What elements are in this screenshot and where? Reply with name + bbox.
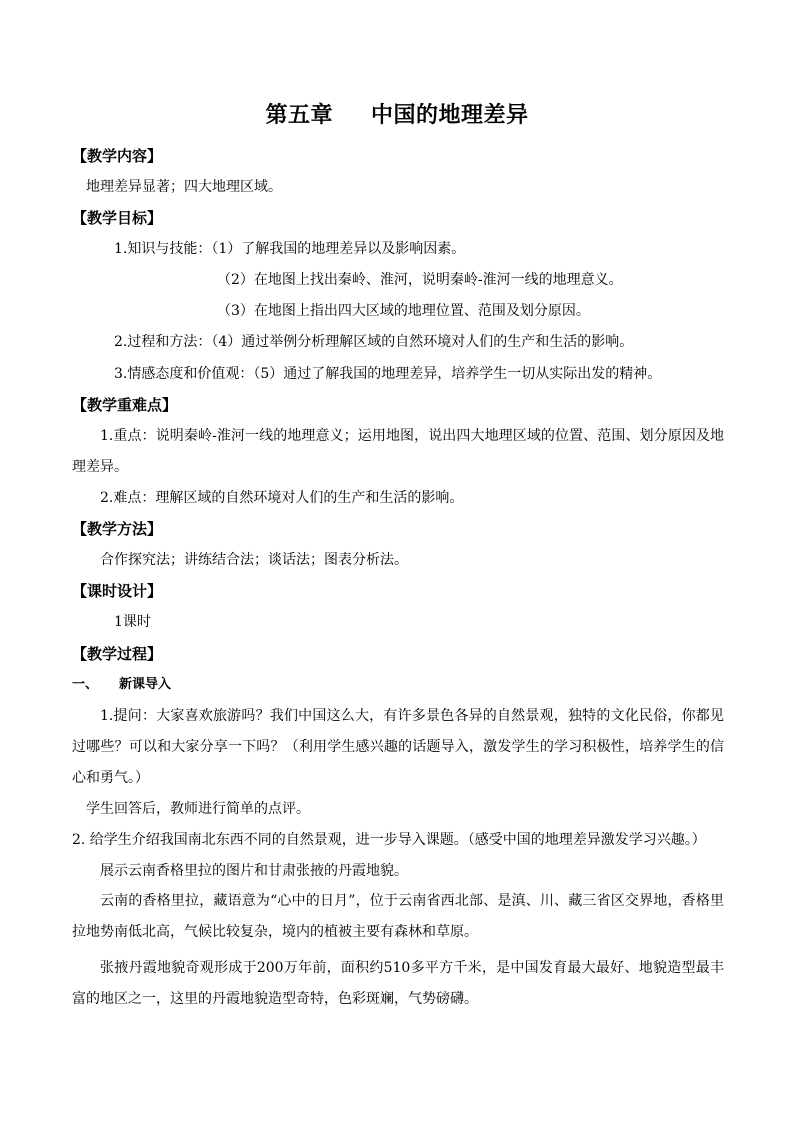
goal-knowledge: 1.知识与技能：（1）了解我国的地理差异以及影响因素。 — [114, 241, 466, 257]
teaching-content-text: 地理差异显著；四大地理区域。 — [86, 179, 282, 195]
landscape-intro-paragraph: 2. 给学生介绍我国南北东西不同的自然景观，进一步导入课题。（感受中国的地理差异激发学习兴趣。） — [72, 832, 706, 848]
goal-knowledge-3: （3）在地图上指出四大区域的地理位置、范围及划分原因。 — [217, 303, 590, 319]
page-title — [0, 98, 794, 129]
key-point-text: 1.重点：说明秦岭-淮河一线的地理意义；运用地图，说出四大地理区域的位置、范围、划分原因及地理差异。 — [72, 428, 724, 475]
danxia-paragraph: 张掖丹霞地貌奇观形成于200万年前，面积约510多平方千米，是中国发育最大最好、地貌造型最丰富的地区之一，这里的丹霞地貌造型奇特，色彩斑斓，气势磅礴。 — [72, 960, 724, 1007]
goal-process: 2.过程和方法：（4）通过举例分析理解区域的自然环境对人们的生产和生活的影响。 — [114, 334, 634, 350]
heading-key-points: 【教学重难点】 — [72, 396, 178, 414]
heading-lesson-periods: 【课时设计】 — [72, 582, 163, 600]
chapter-number: 第五章 — [265, 103, 333, 128]
goal-knowledge-2: （2）在地图上找出秦岭、淮河，说明秦岭-淮河一线的地理意义。 — [217, 272, 623, 288]
show-pictures-paragraph: 展示云南香格里拉的图片和甘肃张掖的丹霞地貌。 — [100, 863, 408, 879]
intro-subheading: 一、 新课导入 — [72, 677, 172, 692]
lesson-periods-text: 1课时 — [114, 614, 151, 630]
shangrila-paragraph: 云南的香格里拉，藏语意为“心中的日月”，位于云南省西北部、是滇、川、藏三省区交界地，香格里拉地势南低北高，气候比较复杂，境内的植被主要有森林和草原。 — [72, 893, 724, 940]
goal-attitude: 3.情感态度和价值观：（5）通过了解我国的地理差异，培养学生一切从实际出发的精神。 — [114, 366, 662, 382]
chapter-title: 中国的地理差异 — [371, 103, 529, 128]
heading-teaching-method: 【教学方法】 — [72, 520, 163, 538]
heading-teaching-goals: 【教学目标】 — [72, 209, 163, 227]
heading-teaching-content: 【教学内容】 — [72, 147, 163, 165]
heading-teaching-process: 【教学过程】 — [72, 645, 163, 663]
teacher-comment-paragraph: 学生回答后，教师进行简单的点评。 — [86, 801, 310, 817]
teaching-method-text: 合作探究法；讲练结合法；谈话法；图表分析法。 — [100, 552, 408, 568]
difficult-point-text: 2.难点：理解区域的自然环境对人们的生产和生活的影响。 — [100, 490, 464, 506]
intro-question-paragraph: 1.提问：大家喜欢旅游吗？我们中国这么大，有许多景色各异的自然景观，独特的文化民俗，你都见过哪些？可以和大家分享一下吗？（利用学生感兴趣的话题导入，激发学生的学习积极性，培养学生的信心和勇气。） — [72, 708, 724, 786]
